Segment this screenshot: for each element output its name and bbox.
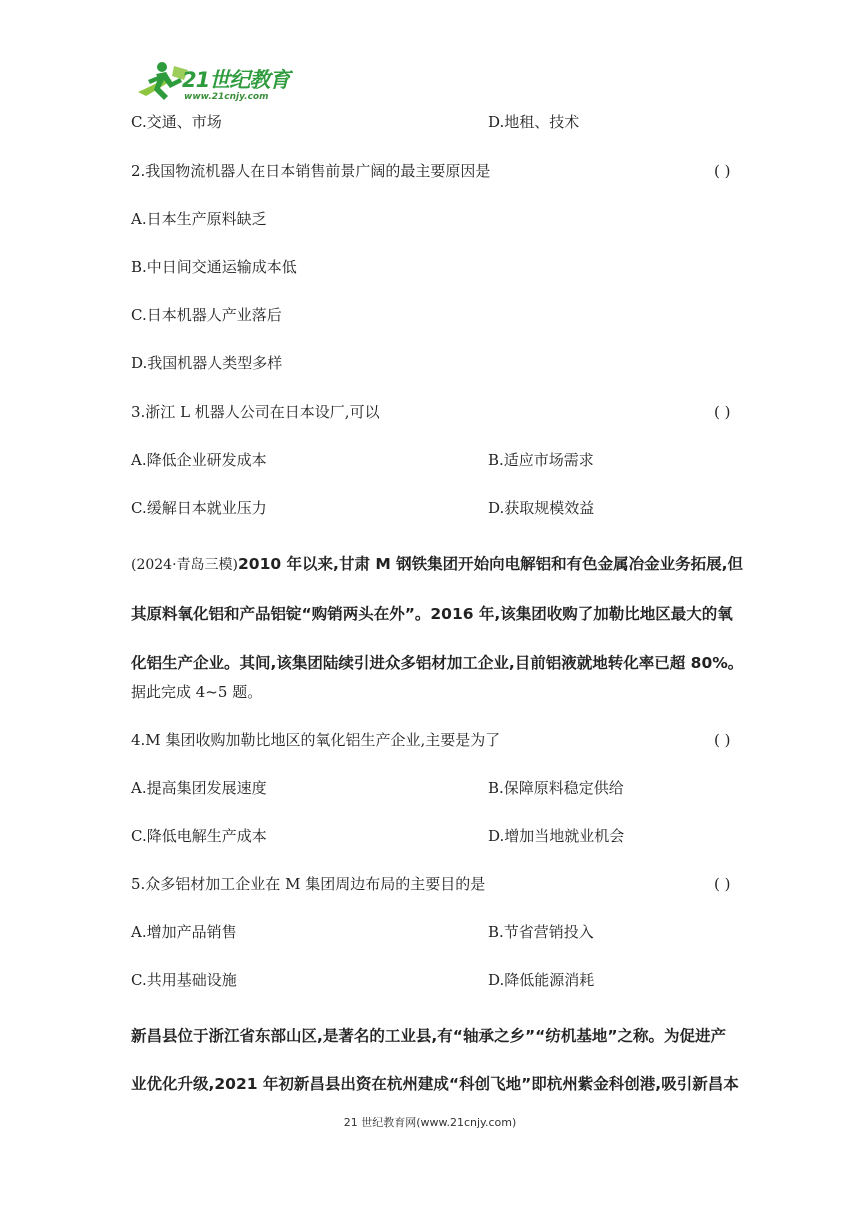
q5-option-c: C.共用基础设施: [131, 971, 237, 989]
site-logo: [132, 58, 292, 106]
q5-option-b: B.节省营销投入: [488, 923, 594, 941]
passage1-line1-text: 2010 年以来,甘肃 M 钢铁集团开始向电解铝和有色金属冶金业务拓展,但: [238, 555, 744, 573]
q2-answer-paren: ( ): [714, 162, 731, 180]
q3-option-b: B.适应市场需求: [488, 451, 594, 469]
passage2-line1: 新昌县位于浙江省东部山区,是著名的工业县,有“轴承之乡”“纺机基地”之称。为促进产: [131, 1027, 727, 1045]
q1-option-d: D.地租、技术: [488, 113, 580, 131]
passage1-line3: 化铝生产企业。其间,该集团陆续引进众多铝材加工企业,目前铝液就地转化率已超 80%。: [131, 654, 744, 672]
q4-option-c: C.降低电解生产成本: [131, 827, 267, 845]
q3-option-c: C.缓解日本就业压力: [131, 499, 267, 517]
q2-option-d: D.我国机器人类型多样: [131, 354, 283, 372]
logo-brand-text: 21世纪教育: [182, 68, 290, 92]
passage1-source: (2024·青岛三模): [131, 557, 239, 573]
q2-option-a: A.日本生产原料缺乏: [131, 210, 267, 228]
page-footer: 21 世纪教育网(www.21cnjy.com): [343, 1116, 517, 1129]
logo-url-text: www.21cnjy.com: [184, 92, 269, 102]
q2-option-b: B.中日间交通运输成本低: [131, 258, 297, 276]
q5-stem: 5.众多铝材加工企业在 M 集团周边布局的主要目的是: [131, 875, 486, 893]
q1-option-c: C.交通、市场: [131, 113, 222, 131]
q4-option-d: D.增加当地就业机会: [488, 827, 625, 845]
q2-option-c: C.日本机器人产业落后: [131, 306, 282, 324]
passage1-line1: [131, 552, 744, 574]
q3-stem: 3.浙江 L 机器人公司在日本设厂,可以: [131, 403, 380, 421]
q4-answer-paren: ( ): [714, 731, 731, 749]
q3-option-d: D.获取规模效益: [488, 499, 595, 517]
q4-option-a: A.提高集团发展速度: [131, 779, 267, 797]
passage1-line4: 据此完成 4~5 题。: [131, 683, 263, 701]
q3-option-a: A.降低企业研发成本: [131, 451, 267, 469]
q5-answer-paren: ( ): [714, 875, 731, 893]
q4-stem: 4.M 集团收购加勒比地区的氧化铝生产企业,主要是为了: [131, 731, 501, 749]
passage1-line2: 其原料氧化铝和产品铝锭“购销两头在外”。2016 年,该集团收购了加勒比地区最大的氧: [131, 605, 733, 623]
q5-option-d: D.降低能源消耗: [488, 971, 595, 989]
q3-answer-paren: ( ): [714, 403, 731, 421]
q4-option-b: B.保障原料稳定供给: [488, 779, 624, 797]
q5-option-a: A.增加产品销售: [131, 923, 237, 941]
q2-stem: 2.我国物流机器人在日本销售前景广阔的最主要原因是: [131, 162, 491, 180]
passage2-line2: 业优化升级,2021 年初新昌县出资在杭州建成“科创飞地”即杭州紫金科创港,吸引新昌本: [131, 1075, 739, 1093]
